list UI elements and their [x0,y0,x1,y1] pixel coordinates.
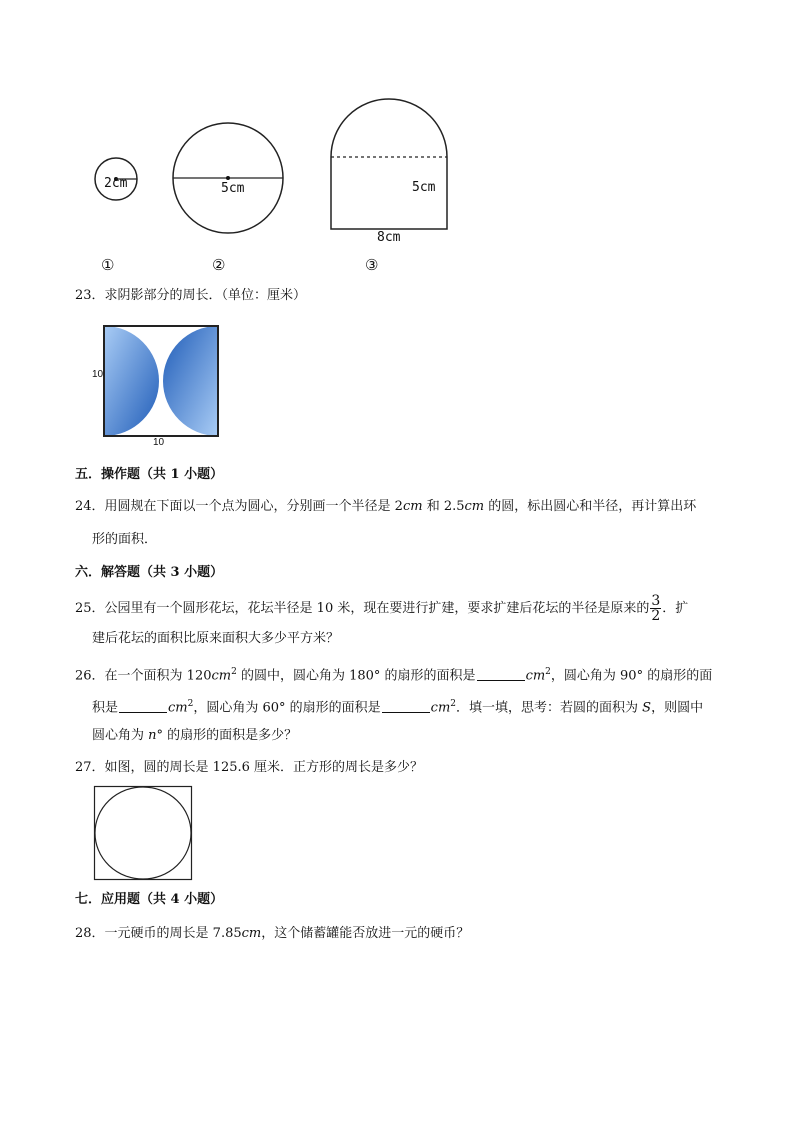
question-26-line3: 圆心角为 n° 的扇形的面积是多少？ [92,728,298,743]
inscribed-circle [95,787,191,879]
right-shaded-semicircle [163,326,218,436]
question-23: 23．求阴影部分的周长．（单位：厘米） [75,288,307,303]
q27-circle-in-square-figure [93,785,193,881]
question-26-line2: 积是 $cm^2$，圆心角为 60° 的扇形的面积是 $cm^2$．填一填，思考：若圆的面积为 S，则圆中 [92,699,704,716]
question-25-line1: 25．公园里有一个圆形花坛，花坛半径是 10 米，现在要进行扩建，要求扩建后花坛的半径是原来的 $\frac{3}{2}$ ．扩 [75,593,689,624]
shape3-bottom-label: 8cm [377,230,401,245]
q23-left-label: 10 [92,369,104,380]
section-6-title: 六．解答题（共 3 小题） [75,565,224,580]
q23-bottom-label: 10 [153,437,165,448]
left-shaded-semicircle [104,326,159,436]
section-7-title: 七．应用题（共 4 小题） [75,892,224,907]
question-24-line1: 24．用圆规在下面以一个点为圆心，分别画一个半径是 2cm 和 2.5cm 的圆，标出圆心和半径，再计算出环 [75,499,697,514]
medium-circle-label: 5cm [221,181,245,196]
answer-blank-3[interactable] [382,698,430,713]
shape3-side-label: 5cm [412,180,436,195]
semicircle-rectangle-shape [331,99,447,229]
figure-number-2: ② [212,256,226,274]
question-28: 28．一元硬币的周长是 7.85cm，这个储蓄罐能否放进一元的硬币？ [75,926,470,941]
figure-number-1: ① [101,256,115,274]
small-circle-label: 2cm [104,176,128,191]
question-26-line1: 26．在一个面积为 $120cm^2$ 的圆中，圆心角为 180° 的扇形的面积是 $cm^2$，圆心角为 90° 的扇形的面 [75,667,713,684]
answer-blank-2[interactable] [119,698,167,713]
question-25-line2: 建后花坛的面积比原来面积大多少平方米？ [92,631,340,646]
section-5-title: 五．操作题（共 1 小题） [75,467,224,482]
figure-number-3: ③ [365,256,379,274]
question-24-line2: 形的面积． [92,532,158,547]
answer-blank-1[interactable] [477,666,525,681]
q23-shaded-figure [103,325,219,437]
fraction-three-halves: $\frac{3}{2}$ [651,593,661,624]
question-27: 27．如图，圆的周长是 125.6 厘米．正方形的周长是多少？ [75,760,424,775]
medium-circle-center [226,176,230,180]
